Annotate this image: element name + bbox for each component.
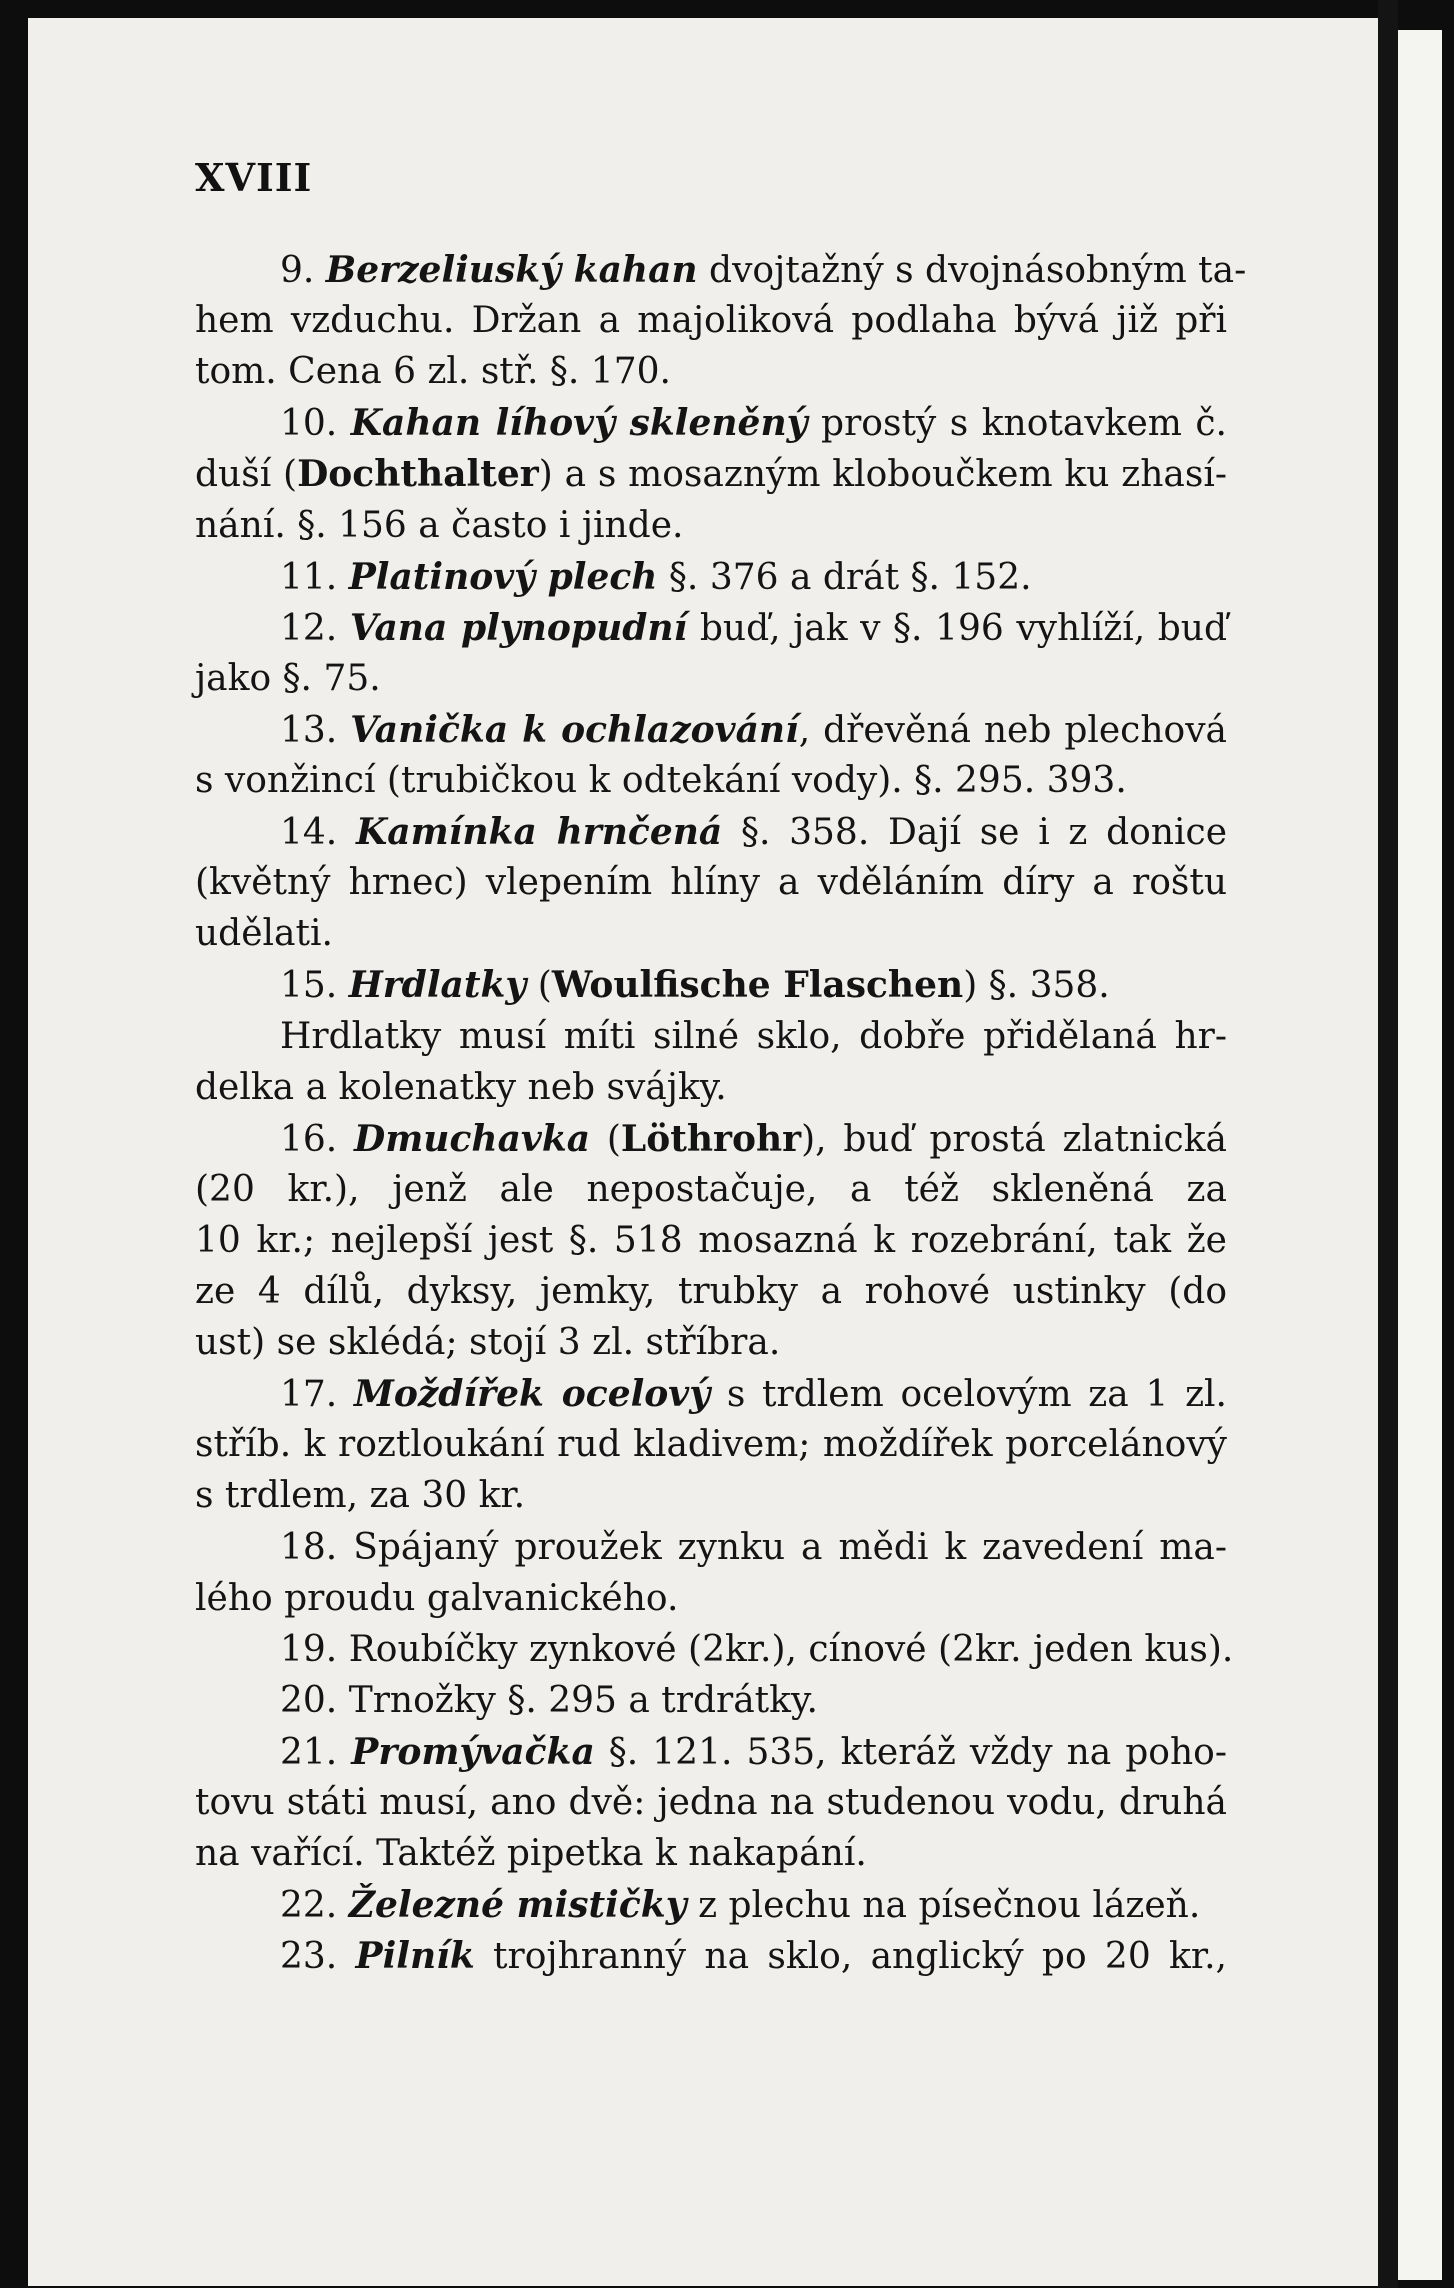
text-run: udělati.	[195, 913, 333, 954]
text-line	[195, 1832, 1227, 1876]
text-run: 17.	[280, 1374, 354, 1415]
item-title: Hrdlatky	[348, 964, 527, 1006]
text-run: 10 kr.; nejlepší jest §. 518 mosazná k rozebrání, tak že	[195, 1220, 1227, 1261]
page-gutter	[1378, 0, 1398, 2288]
text-line	[195, 1474, 1227, 1518]
text-line	[280, 1730, 1227, 1774]
text-run: s trdlem ocelovým za 1 zl.	[710, 1374, 1227, 1415]
text-run: 11.	[280, 557, 349, 598]
text-run: ) a s mosazným kloboučkem ku zhasí-	[538, 454, 1227, 495]
text-run: 15.	[280, 965, 349, 1006]
text-run: 14.	[280, 812, 356, 853]
text-run: Hrdlatky musí míti silné sklo, dobře přidělaná hr-	[280, 1016, 1227, 1057]
text-line	[195, 1270, 1227, 1314]
text-run: buď, jak v §. 196 vyhlíží, buď	[687, 608, 1227, 649]
text-line	[195, 1321, 1227, 1365]
text-run: 16.	[280, 1119, 354, 1160]
text-run: §. 121. 535, kteráž vždy na poho-	[594, 1732, 1227, 1773]
text-line	[280, 606, 1227, 650]
text-run: 10.	[280, 403, 351, 444]
text-line	[195, 1423, 1227, 1467]
text-line	[195, 299, 1227, 343]
text-run: , dřevěná neb plechová	[798, 710, 1228, 751]
text-run: §. 376 a drát §. 152.	[657, 557, 1032, 598]
text-run: 23.	[280, 1936, 356, 1977]
text-run: z plechu na písečnou lázeň.	[686, 1885, 1201, 1926]
text-line	[280, 1883, 1227, 1927]
text-line	[195, 759, 1227, 803]
text-line	[195, 912, 1227, 956]
text-run: tovu státi musí, ano dvě: jedna na studenou vodu, druhá	[195, 1782, 1227, 1823]
german-term: Löthrohr	[620, 1118, 802, 1160]
text-line	[280, 1628, 1234, 1672]
text-line	[195, 1577, 1227, 1621]
text-line	[280, 555, 1227, 599]
text-run: stříb. k roztloukání rud kladivem; moždířek porcelánový	[195, 1424, 1227, 1465]
text-run: tom. Cena 6 zl. stř. §. 170.	[195, 351, 671, 392]
text-run: 21.	[280, 1732, 352, 1773]
text-run: 13.	[280, 710, 351, 751]
text-run: 22.	[280, 1885, 349, 1926]
text-line	[280, 1934, 1227, 1978]
item-title: Berzeliuský kahan	[325, 249, 698, 291]
text-line	[195, 1066, 1227, 1110]
text-run: trojhranný na sklo, anglický po 20 kr.,	[474, 1936, 1227, 1977]
text-line	[280, 1679, 1227, 1723]
text-run: lého proudu galvanického.	[195, 1578, 679, 1619]
text-line	[280, 401, 1227, 445]
text-line	[280, 248, 1247, 292]
text-run: duší (	[195, 454, 298, 495]
text-run: s trdlem, za 30 kr.	[195, 1475, 526, 1516]
text-line	[280, 963, 1227, 1007]
item-title: Promývačka	[351, 1731, 595, 1773]
item-title: Kahan líhový skleněný	[350, 402, 808, 444]
text-run: ), buď prostá zlatnická	[801, 1119, 1227, 1160]
german-term: Dochthalter	[297, 453, 539, 495]
text-run: s vonžincí (trubičkou k odtekání vody). §. 295. 393.	[195, 760, 1127, 801]
item-title: Železné mističky	[348, 1884, 687, 1926]
text-line	[195, 1168, 1227, 1212]
text-line	[280, 1526, 1227, 1570]
text-line	[280, 1372, 1227, 1416]
item-title: Vanička k ochlazování	[350, 709, 799, 751]
text-run: nání. §. 156 a často i jinde.	[195, 505, 684, 546]
item-title: Kamínka hrnčená	[355, 811, 723, 853]
text-run: 18. Spájaný proužek zynku a mědi k zavedení ma-	[280, 1527, 1227, 1568]
text-run: delka a kolenatky neb svájky.	[195, 1067, 727, 1108]
page-number: XVIII	[195, 155, 313, 200]
text-run: 20. Trnožky §. 295 a trdrátky.	[280, 1680, 818, 1721]
text-run: ze 4 dílů, dyksy, jemky, trubky a rohové ustinky (do	[195, 1271, 1227, 1312]
item-title: Platinový plech	[348, 556, 658, 598]
text-line	[280, 810, 1227, 854]
text-run: dvojtažný s dvojnásobným ta-	[697, 250, 1247, 291]
text-line	[195, 1781, 1227, 1825]
text-line	[195, 1219, 1227, 1263]
text-line	[195, 657, 1227, 701]
text-run: ust) se sklédá; stojí 3 zl. stříbra.	[195, 1322, 781, 1363]
text-run: (20 kr.), jenž ale nepostačuje, a též skleněná za	[195, 1169, 1227, 1210]
text-run: na vařící. Taktéž pipetka k nakapání.	[195, 1833, 867, 1874]
text-run: 12.	[280, 608, 350, 649]
text-run: (	[590, 1119, 621, 1160]
text-line	[195, 504, 1227, 548]
text-run: ) §. 358.	[963, 965, 1110, 1006]
item-title: Vana plynopudní	[349, 607, 688, 649]
text-line	[280, 708, 1227, 752]
text-line	[195, 452, 1227, 496]
text-line	[195, 350, 1227, 394]
next-page-edge	[1398, 30, 1442, 2280]
german-term: Woulfische Flaschen	[551, 964, 964, 1006]
text-run: jako §. 75.	[195, 658, 381, 699]
text-run: (květný hrnec) vlepením hlíny a vděláním díry a roštu	[195, 862, 1227, 903]
text-line	[280, 1117, 1227, 1161]
item-title: Pilník	[355, 1935, 475, 1977]
text-run: 19. Roubíčky zynkové (2kr.), cínové (2kr. jeden kus).	[280, 1629, 1234, 1670]
item-title: Dmuchavka	[354, 1118, 591, 1160]
text-line	[280, 1015, 1227, 1059]
text-run: prostý s knotavkem č.	[807, 403, 1227, 444]
text-run: (	[526, 965, 552, 1006]
item-title: Moždířek ocelový	[353, 1373, 711, 1415]
text-run: §. 358. Dají se i z donice	[722, 812, 1227, 853]
text-line	[195, 861, 1227, 905]
text-run: hem vzduchu. Držan a majoliková podlaha bývá již při	[195, 300, 1227, 341]
text-run: 9.	[280, 250, 326, 291]
